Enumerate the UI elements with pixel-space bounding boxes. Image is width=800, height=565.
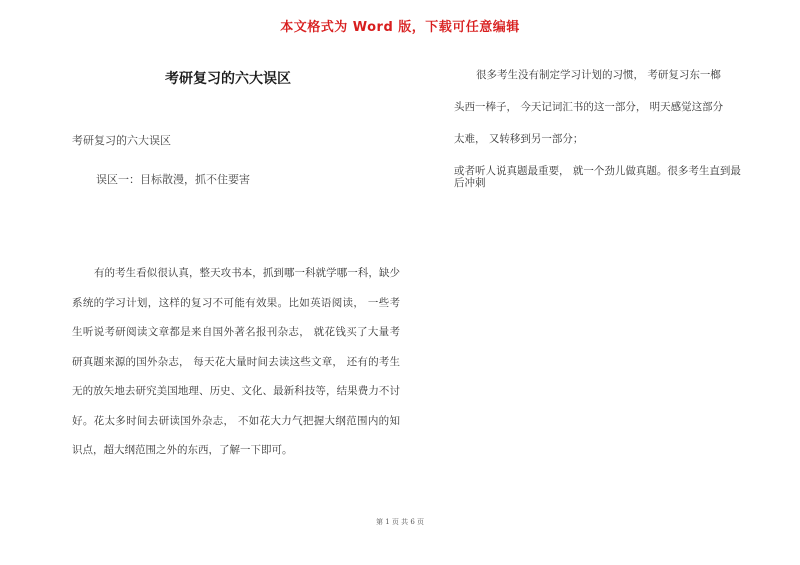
page-number: 第 1 页 共 6 页 bbox=[375, 518, 425, 526]
right-column-line: 或者听人说真题最重要， 就一个劲儿做真题。很多考生直到最后冲刺 bbox=[454, 165, 741, 189]
document-title: 考研复习的六大误区 bbox=[165, 71, 291, 87]
right-column-line: 太难， 又转移到另一部分； bbox=[454, 133, 584, 145]
right-column-line: 很多考生没有制定学习计划的习惯， 考研复习东一榔 bbox=[476, 69, 721, 81]
document-subtitle: 考研复习的六大误区 bbox=[72, 134, 171, 147]
body-paragraph: 有的考生看似很认真，整天攻书本，抓到哪一科就学哪一科，缺少系统的学习计划，这样的复习不可能有效果。比如英语阅读， 一些考生听说考研阅读文章都是来自国外著名报刊杂志， 就花钱买了大量考研真题来源的国外杂志， 每天花大量时间去读这些文章， 还有的考生无的放矢地去研究美国地理、历史、文化、最新科技等，结果费力不讨好。花太多时间去研读国外杂志， 不如花大力气把握大纲范围内的知识点，超大纲范围之外的东西，了解一下即可。 bbox=[72, 267, 400, 456]
right-column-line: 头西一棒子， 今天记词汇书的这一部分， 明天感觉这部分 bbox=[454, 101, 724, 113]
section-heading: 误区一：目标散漫，抓不住要害 bbox=[96, 173, 250, 186]
format-banner: 本文格式为 Word 版，下载可任意编辑 bbox=[280, 20, 520, 35]
